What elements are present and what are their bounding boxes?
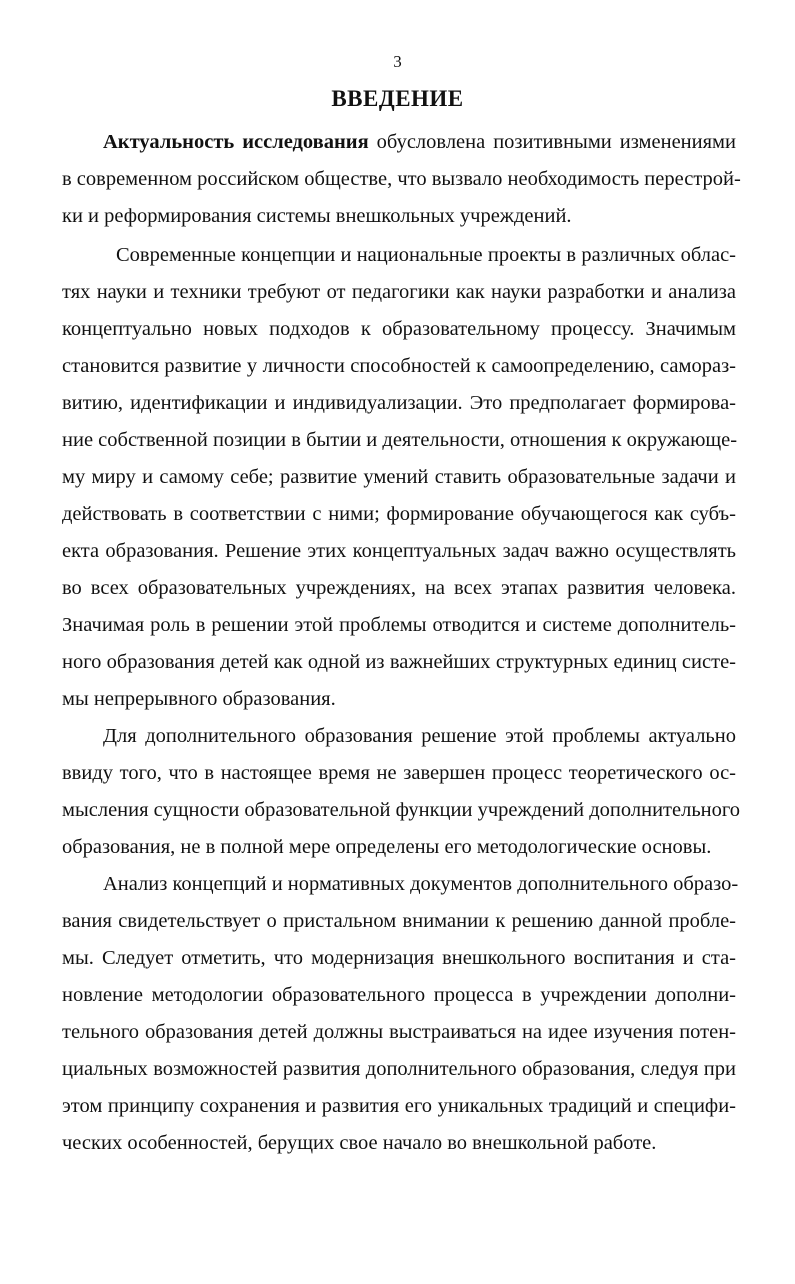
paragraph-line: становится развитие у личности способностей к самоопределению, самораз- [62,355,736,377]
paragraph-line: тельного образования детей должны выстраиваться на идее изучения потен- [62,1021,736,1043]
paragraph-line: мы. Следует отметить, что модернизация внешкольного воспитания и ста- [62,947,736,969]
paragraph-line: витию, идентификации и индивидуализации. Это предполагает формирова- [62,392,736,414]
page-number: 3 [393,52,402,71]
paragraph-line: в современном российском обществе, что вызвало необходимость перестрой- [62,168,741,190]
paragraph-line: этом принципу сохранения и развития его уникальных традиций и специфи- [62,1095,736,1117]
paragraph-line: ного образования детей как одной из важнейших структурных единиц систе- [62,651,736,673]
paragraph-line: Для дополнительного образования решение этой проблемы актуально [103,725,736,747]
paragraph-line: ческих особенностей, берущих свое начало во внешкольной работе. [62,1132,657,1154]
paragraph-line: новление методологии образовательного процесса в учреждении дополни- [62,984,736,1006]
paragraph-line: во всех образовательных учреждениях, на всех этапах развития человека. [62,577,736,599]
paragraph-line: Значимая роль в решении этой проблемы отводится и системе дополнитель- [62,614,736,636]
section-title: ВВЕДЕНИЕ [331,86,464,111]
relevance-lead-rest: обусловлена позитивными изменениями [368,131,736,153]
paragraph-line: Анализ концепций и нормативных документов дополнительного образо- [103,873,739,895]
paragraph-line: мысления сущности образовательной функции учреждений дополнительного [62,799,741,821]
paragraph-line: концептуально новых подходов к образовательному процессу. Значимым [62,318,736,340]
paragraph-line: ввиду того, что в настоящее время не завершен процесс теоретического ос- [62,762,736,784]
relevance-lead-bold: Актуальность исследования [103,131,369,153]
paragraph-line: Современные концепции и национальные проекты в различных облас- [116,244,736,266]
paragraph-line: мы непрерывного образования. [62,688,336,710]
paragraph-line: ние собственной позиции в бытии и деятельности, отношения к окружающе- [62,429,738,451]
paragraph-line: тях науки и техники требуют от педагогики как науки разработки и анализа [62,281,736,303]
paragraph-line [103,128,736,156]
paragraph-line: екта образования. Решение этих концептуальных задач важно осуществлять [62,540,736,562]
paragraph-line: му миру и самому себе; развитие умений ставить образовательные задачи и [62,466,736,488]
paragraph-line: вания свидетельствует о пристальном внимании к решению данной пробле- [62,910,736,932]
paragraph-line: образования, не в полной мере определены его методологические основы. [62,836,712,858]
paragraph-line: циальных возможностей развития дополнительного образования, следуя при [62,1058,736,1080]
paragraph-line: действовать в соответствии с ними; формирование обучающегося как субъ- [62,503,736,525]
paragraph-line: ки и реформирования системы внешкольных учреждений. [62,205,572,227]
